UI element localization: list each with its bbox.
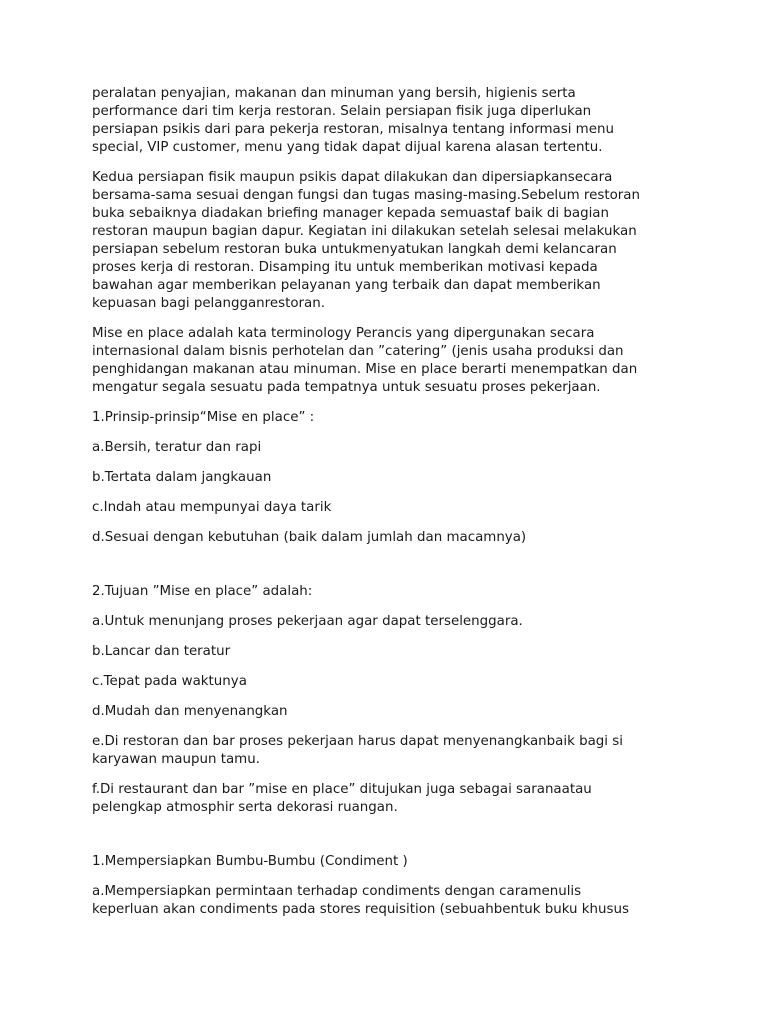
list-item: e.Di restoran dan bar proses pekerjaan harus dapat menyenangkanbaik bagi si karyawan maupun tamu. <box>92 734 623 767</box>
list-item: b.Lancar dan teratur <box>92 644 231 659</box>
blank-line <box>92 559 708 583</box>
list-item: d.Sesuai dengan kebutuhan (baik dalam jumlah dan macamnya) <box>92 530 527 545</box>
list-item: d.Mudah dan menyenangkan <box>92 704 288 719</box>
list-item: c.Indah atau mempunyai daya tarik <box>92 500 332 515</box>
list-item: a.Bersih, teratur dan rapi <box>92 440 262 455</box>
paragraph-mise-en-place-definition: Mise en place adalah kata terminology Perancis yang dipergunakan secara internasional dalam bisnis perhotelan dan ”catering” (jenis usaha produksi dan penghidangan makanan atau minuman. Mise en place berarti menempatkan dan mengatur segala sesuatu pada tempatnya untuk sesuatu proses pekerjaan. <box>92 326 638 395</box>
paragraph-persiapan-fisik: peralatan penyajian, makanan dan minuman yang bersih, higienis serta performance dari tim kerja restoran. Selain persiapan fisik juga diperlukan persiapan psikis dari para pekerja restoran, misalnya tentang informasi menu special, VIP customer, menu yang tidak dapat dijual karena alasan tertentu. <box>92 86 614 155</box>
list-item: c.Tepat pada waktunya <box>92 674 247 689</box>
heading-condiment: 1.Mempersiapkan Bumbu-Bumbu (Condiment ) <box>92 854 408 869</box>
paragraph-condiment-request: a.Mempersiapkan permintaan terhadap condiments dengan caramenulis keperluan akan condiments pada stores requisition (sebuahbentuk buku khusus <box>92 884 629 917</box>
heading-tujuan: 2.Tujuan ”Mise en place” adalah: <box>92 584 313 599</box>
heading-prinsip: 1.Prinsip-prinsip“Mise en place” : <box>92 410 315 425</box>
list-item: a.Untuk menunjang proses pekerjaan agar dapat terselenggara. <box>92 614 523 629</box>
list-item: b.Tertata dalam jangkauan <box>92 470 272 485</box>
list-item: f.Di restaurant dan bar ”mise en place” ditujukan juga sebagai saranaatau pelengkap atmosphir serta dekorasi ruangan. <box>92 782 592 815</box>
paragraph-briefing: Kedua persiapan fisik maupun psikis dapat dilakukan dan dipersiapkansecara bersama-sama sesuai dengan fungsi dan tugas masing-masing.Sebelum restoran buka sebaiknya diadakan briefing manager kepada semuastaf baik di bagian restoran maupun bagian dapur. Kegiatan ini dilakukan setelah selesai melakukan persiapan sebelum restoran buka untukmenyatukan langkah demi kelancaran proses kerja di restoran. Disamping itu untuk memberikan motivasi kepada bawahan agar memberikan pelayanan yang terbaik dan dapat memberikan kepuasan bagi pelangganrestoran. <box>92 170 641 311</box>
blank-line <box>92 829 708 853</box>
